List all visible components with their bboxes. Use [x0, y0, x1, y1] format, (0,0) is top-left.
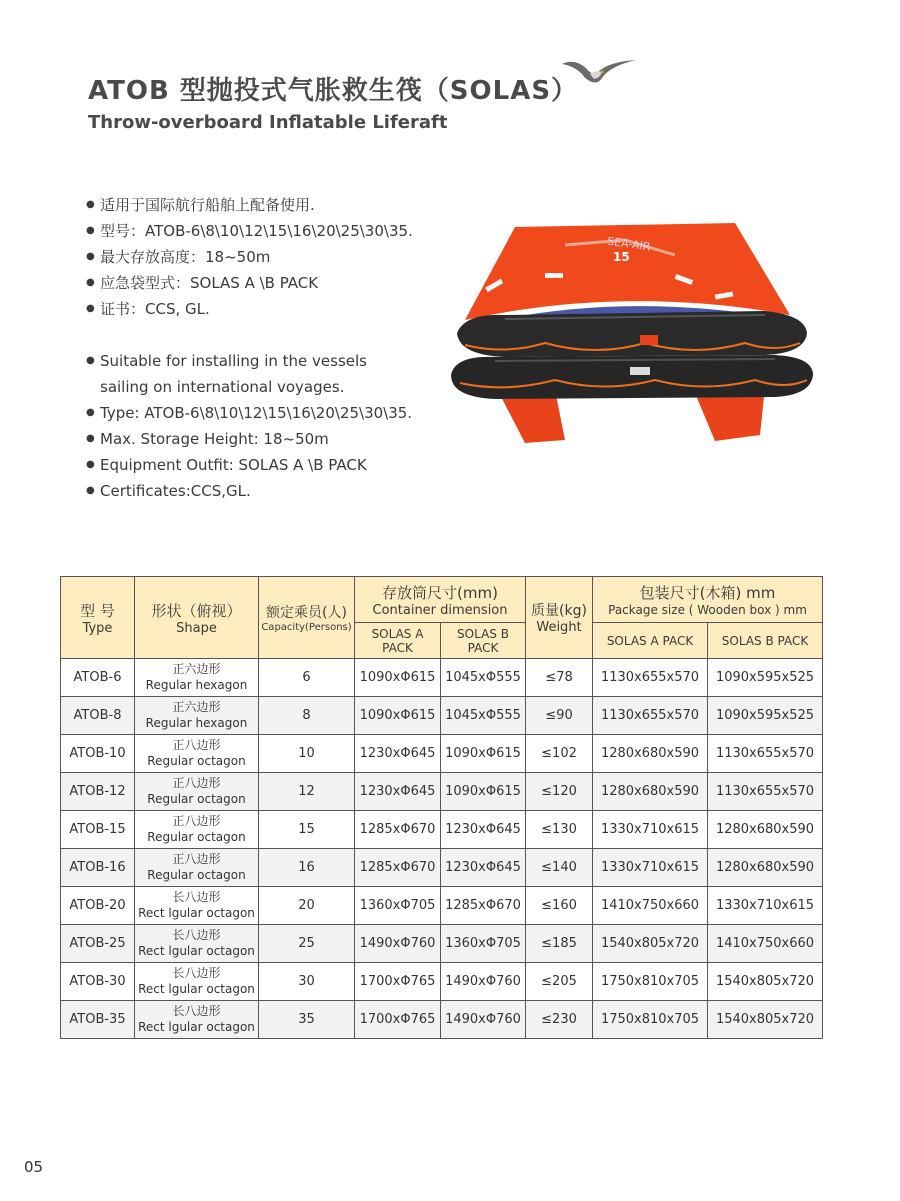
- canopy-label: SEA-AIR: [606, 234, 652, 254]
- table-row: ATOB-35 长八边形 Rect lgular octagon 35 1700xΦ765 1490xΦ760 ≤230 1750x810x705 1540x805x720: [61, 1001, 823, 1039]
- canopy-number: 15: [613, 250, 630, 264]
- page-subtitle: Throw-overboard Inflatable Liferaft: [88, 112, 448, 133]
- table-row: ATOB-8 正六边形 Regular hexagon 8 1090xΦ615 1045xΦ555 ≤90 1130x655x570 1090x595x525: [61, 697, 823, 735]
- table-row: ATOB-10 正八边形 Regular octagon 10 1230xΦ645 1090xΦ615 ≤102 1280x680x590 1130x655x570: [61, 735, 823, 773]
- bullet-item: ● 最大存放高度：18~50m: [86, 244, 413, 270]
- header-container: 存放筒尺寸(mm) Container dimension: [355, 577, 526, 623]
- table-row: ATOB-16 正八边形 Regular octagon 16 1285xΦ670 1230xΦ645 ≤140 1330x710x615 1280x680x590: [61, 849, 823, 887]
- table-row: ATOB-25 长八边形 Rect lgular octagon 25 1490xΦ760 1360xΦ705 ≤185 1540x805x720 1410x750x660: [61, 925, 823, 963]
- header-package-b: SOLAS B PACK: [708, 623, 823, 659]
- table-row: ATOB-15 正八边形 Regular octagon 15 1285xΦ670 1230xΦ645 ≤130 1330x710x615 1280x680x590: [61, 811, 823, 849]
- bullet-item: ● 应急袋型式：SOLAS A \B PACK: [86, 270, 413, 296]
- specification-table: [60, 576, 823, 1039]
- bullet-item: ● Max. Storage Height: 18~50m: [86, 426, 412, 452]
- bullet-list-en: [86, 348, 412, 504]
- header-weight: 质量(kg) Weight: [526, 577, 593, 659]
- header-package: 包装尺寸(木箱) mm Package size ( Wooden box ) mm: [593, 577, 823, 623]
- bullet-item: ● 适用于国际航行船舶上配备使用.: [86, 192, 413, 218]
- header-package-a: SOLAS A PACK: [593, 623, 708, 659]
- bullet-item: ● Suitable for installing in the vessels: [86, 348, 412, 374]
- bullet-item: ● 证书：CCS, GL.: [86, 296, 413, 322]
- page-number: 05: [24, 1158, 44, 1176]
- header-shape: 形状（俯视） Shape: [135, 577, 259, 659]
- bullet-item: ● Certificates:CCS,GL.: [86, 478, 412, 504]
- bullet-item: ● Equipment Outfit: SOLAS A \B PACK: [86, 452, 412, 478]
- header-type: 型 号 Type: [61, 577, 135, 659]
- table-row: ATOB-6 正六边形 Regular hexagon 6 1090xΦ615 1045xΦ555 ≤78 1130x655x570 1090x595x525: [61, 659, 823, 697]
- bullet-item: ● Type: ATOB-6\8\10\12\15\16\20\25\30\35.: [86, 400, 412, 426]
- header-container-b: SOLAS B PACK: [441, 623, 526, 659]
- table-row: ATOB-30 长八边形 Rect lgular octagon 30 1700xΦ765 1490xΦ760 ≤205 1750x810x705 1540x805x720: [61, 963, 823, 1001]
- table-row: ATOB-12 正八边形 Regular octagon 12 1230xΦ645 1090xΦ615 ≤120 1280x680x590 1130x655x570: [61, 773, 823, 811]
- header-capacity: 额定乘员(人) Capacity(Persons): [259, 577, 355, 659]
- liferaft-image: [445, 215, 820, 475]
- bullet-item: ● 型号：ATOB-6\8\10\12\15\16\20\25\30\35.: [86, 218, 413, 244]
- table-row: ATOB-20 长八边形 Rect lgular octagon 20 1360xΦ705 1285xΦ670 ≤160 1410x750x660 1330x710x615: [61, 887, 823, 925]
- seagull-icon: [560, 52, 640, 92]
- page-title: ATOB 型抛投式气胀救生筏（SOLAS）: [88, 76, 579, 106]
- bullet-item-continuation: sailing on international voyages.: [100, 378, 345, 396]
- header-container-a: SOLAS A PACK: [355, 623, 441, 659]
- bullet-list-cn: [86, 192, 413, 322]
